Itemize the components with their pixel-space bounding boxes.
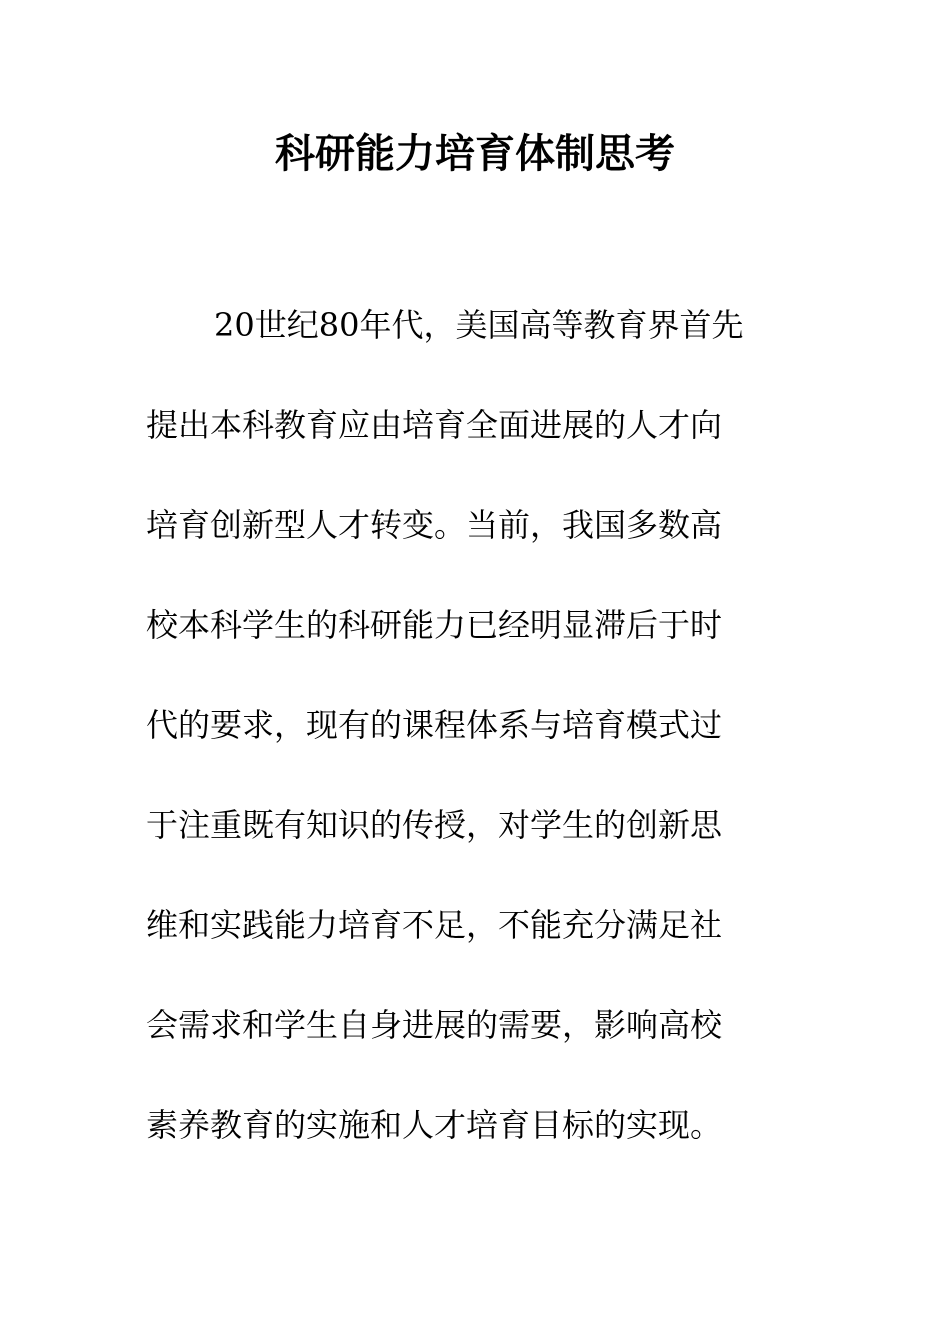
paragraph-line: 校本科学生的科研能力已经明显滞后于时: [146, 606, 723, 644]
document-title: 科研能力培育体制思考: [275, 130, 675, 177]
paragraph-line: 培育创新型人才转变。当前，我国多数高: [146, 506, 723, 544]
paragraph-line: 20世纪80年代，美国高等教育界首先: [214, 306, 744, 344]
paragraph-line: 会需求和学生自身进展的需要，影响高校: [146, 1006, 723, 1044]
paragraph-line: 代的要求，现有的课程体系与培育模式过: [146, 706, 723, 744]
paragraph-line: 提出本科教育应由培育全面进展的人才向: [146, 406, 723, 444]
paragraph-line: 维和实践能力培育不足，不能充分满足社: [146, 906, 723, 944]
paragraph-line: 素养教育的实施和人才培育目标的实现。: [146, 1106, 723, 1144]
paragraph-line: 于注重既有知识的传授，对学生的创新思: [146, 806, 723, 844]
